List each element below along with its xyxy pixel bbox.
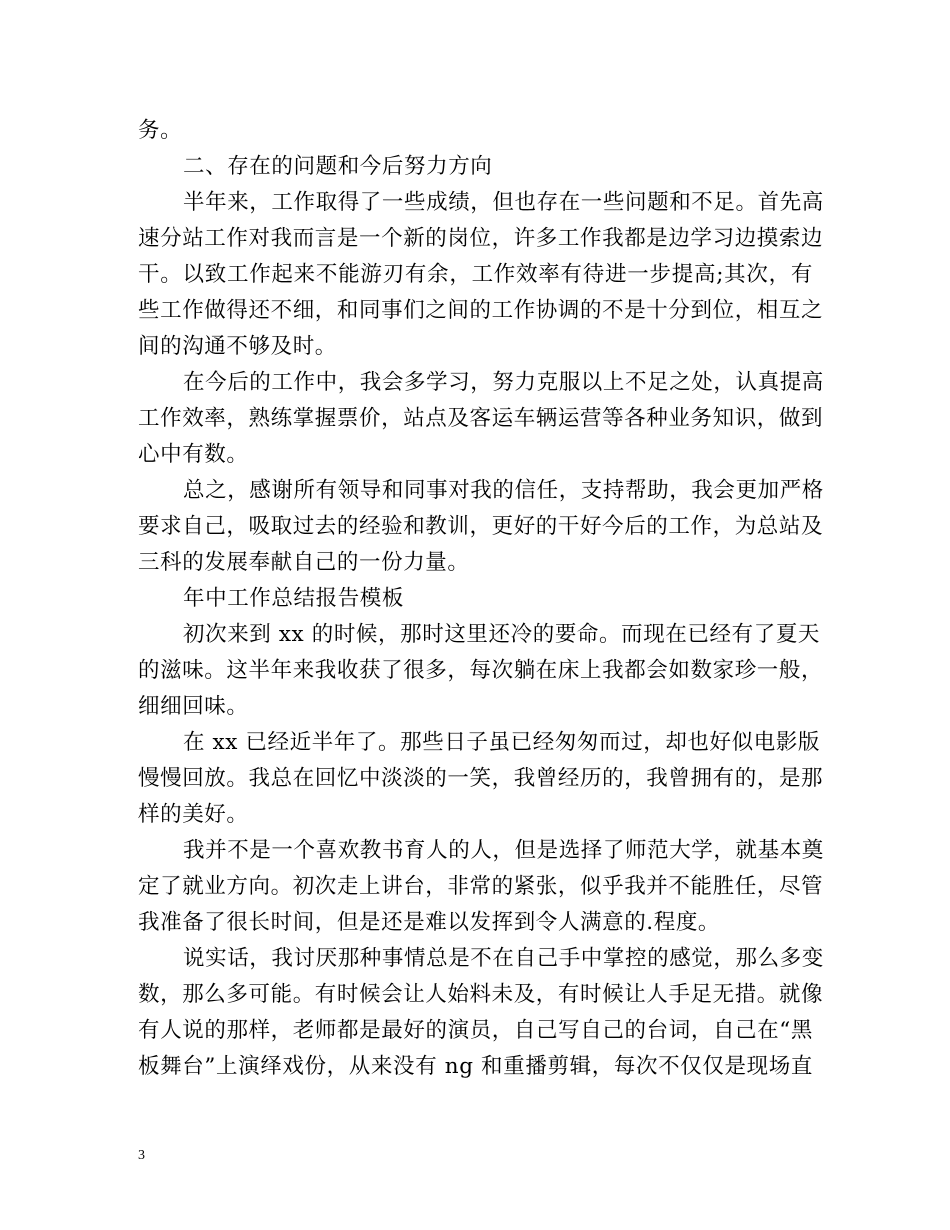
text-line: 务。 [138, 118, 183, 143]
text-line: 我并不是一个喜欢教书育人的人，但是选择了师范大学，就基本奠 [183, 838, 824, 863]
section-heading: 年中工作总结报告模板 [183, 586, 405, 611]
section-heading: 二、存在的问题和今后努力方向 [183, 154, 493, 179]
text-line: 在 xx 已经近半年了。那些日子虽已经匆匆而过，却也好似电影版 [183, 730, 821, 755]
text-line: 间的沟通不够及时。 [138, 334, 337, 359]
text-line: 总之，感谢所有领导和同事对我的信任，支持帮助，我会更加严格 [183, 478, 824, 503]
document-body [138, 113, 824, 1085]
text-line: 要求自己，吸取过去的经验和教训，更好的干好今后的工作，为总站及 [138, 514, 824, 539]
text-line: 板舞台”上演绎戏份，从来没有 ng 和重播剪辑，每次不仅仅是现场直 [138, 1054, 813, 1079]
text-line: 速分站工作对我而言是一个新的岗位，许多工作我都是边学习边摸索边 [138, 226, 824, 251]
text-line: 半年来，工作取得了一些成绩，但也存在一些问题和不足。首先高 [183, 190, 824, 215]
text-line: 有人说的那样，老师都是最好的演员，自己写自己的台词，自己在“黑 [138, 1018, 813, 1043]
text-line: 的滋味。这半年来我收获了很多，每次躺在床上我都会如数家珍一般， [138, 658, 824, 683]
text-line: 三科的发展奉献自己的一份力量。 [138, 550, 470, 575]
text-line: 数，那么多可能。有时候会让人始料未及，有时候让人手足无措。就像 [138, 982, 824, 1007]
text-line: 我准备了很长时间，但是还是难以发挥到令人满意的.程度。 [138, 910, 721, 935]
text-line: 工作效率，熟练掌握票价，站点及客运车辆运营等各种业务知识，做到 [138, 406, 824, 431]
text-line: 在今后的工作中，我会多学习，努力克服以上不足之处，认真提高 [183, 370, 824, 395]
text-line: 说实话，我讨厌那种事情总是不在自己手中掌控的感觉，那么多变 [183, 946, 824, 971]
text-line: 样的美好。 [138, 802, 249, 827]
text-line: 些工作做得还不细，和同事们之间的工作协调的不是十分到位，相互之 [138, 298, 824, 323]
text-line: 心中有数。 [138, 442, 249, 467]
text-line: 慢慢回放。我总在回忆中淡淡的一笑，我曾经历的，我曾拥有的，是那 [138, 766, 824, 791]
text-line: 细细回味。 [138, 694, 249, 719]
text-line: 干。以致工作起来不能游刃有余，工作效率有待进一步提高;其次，有 [138, 262, 813, 287]
text-line: 定了就业方向。初次走上讲台，非常的紧张，似乎我并不能胜任，尽管 [138, 874, 824, 899]
text-line: 初次来到 xx 的时候，那时这里还冷的要命。而现在已经有了夏天 [183, 622, 821, 647]
page-number: 3 [138, 1148, 145, 1163]
